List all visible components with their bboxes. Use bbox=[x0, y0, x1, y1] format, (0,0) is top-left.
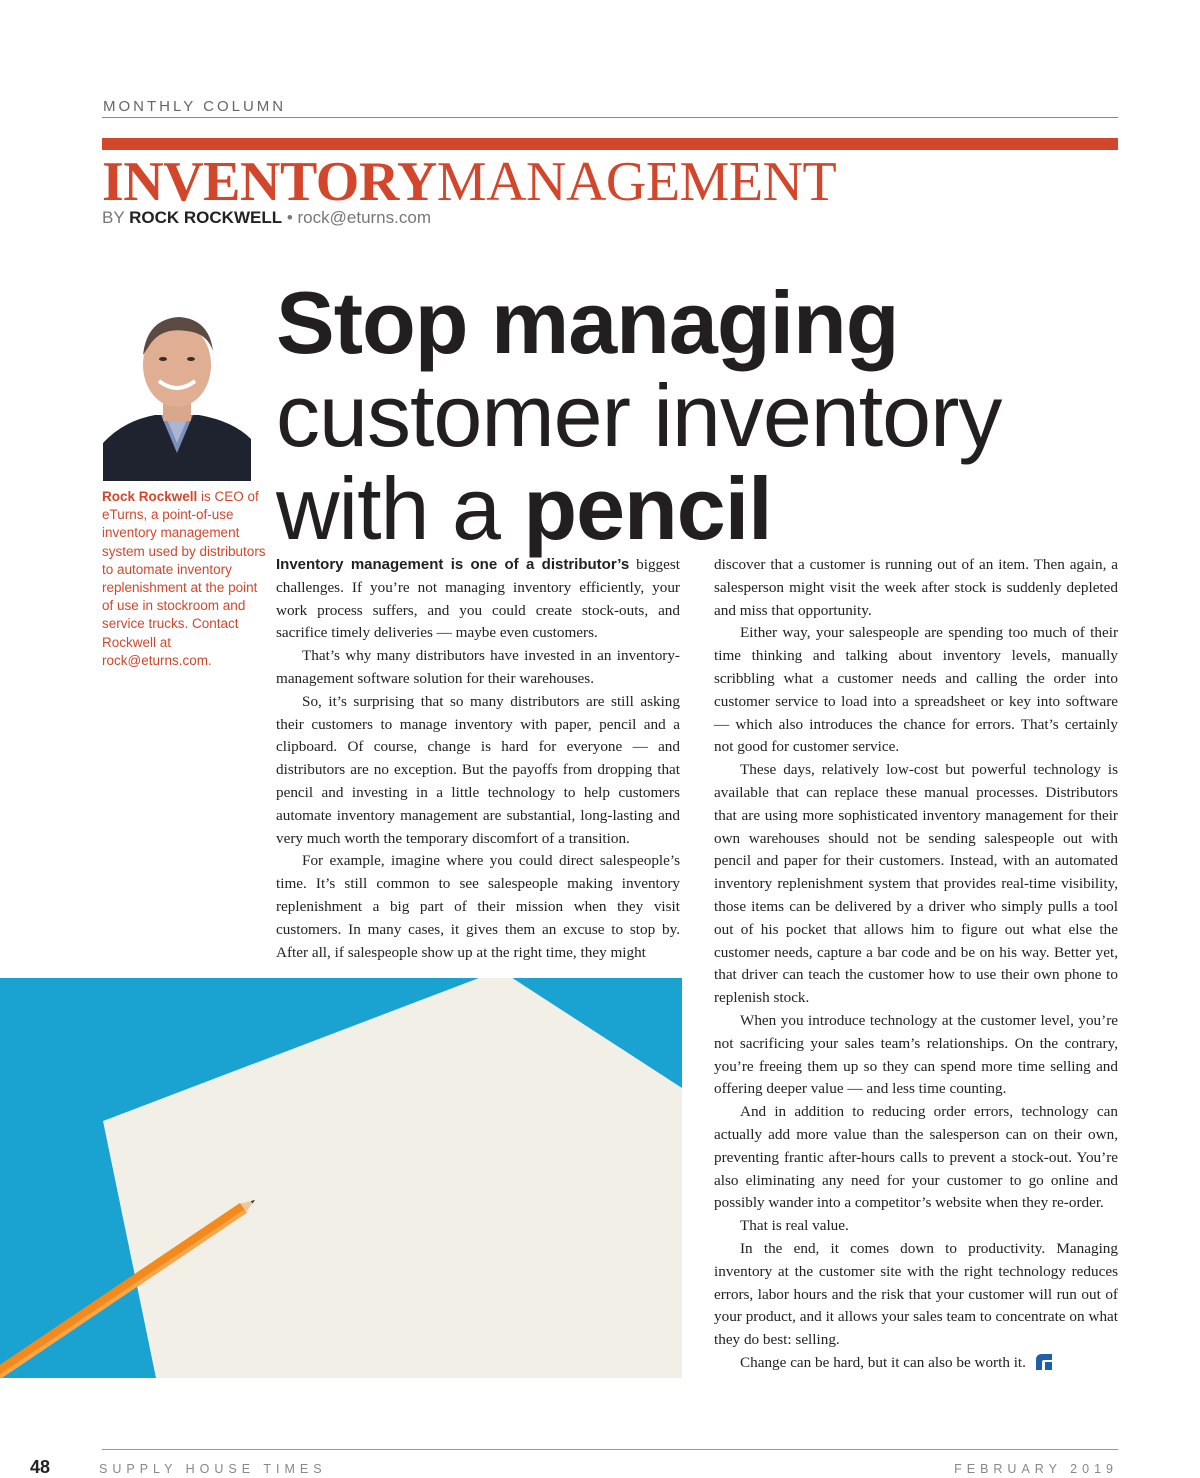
paragraph: And in addition to reducing order errors, technology can actually add more value than the salesperson can on their own, preventing frantic after-hours calls to prevent a stock-out. You’re also eliminating any need for your customer to go online and possibly wander into a competitor’s website when they re-order. bbox=[714, 1103, 1118, 1212]
header-divider bbox=[102, 117, 1118, 118]
paragraph: That is real value. bbox=[740, 1217, 849, 1235]
page-number: 48 bbox=[30, 1457, 51, 1477]
headline-line-1: Stop managing bbox=[276, 273, 899, 372]
column-kicker: MONTHLY COLUMN bbox=[103, 98, 287, 115]
article-column-2 bbox=[714, 554, 1118, 1375]
column-title bbox=[102, 152, 836, 212]
column-title-light: MANAGEMENT bbox=[436, 151, 837, 213]
closing-sentence: Change can be hard, but it can also be worth it. bbox=[740, 1353, 1026, 1371]
paragraph: When you introduce technology at the customer level, you’re not sacrificing your sales team’s relationships. On the contrary, you’re freeing them up so they can spend more time selling and offering deeper value — and less time counting. bbox=[714, 1011, 1118, 1098]
byline-separator: • bbox=[286, 208, 293, 227]
header-accent-bar bbox=[102, 138, 1118, 150]
publication-name: SUPPLY HOUSE TIMES bbox=[99, 1462, 327, 1476]
end-mark-icon bbox=[1034, 1352, 1054, 1370]
column-title-bold: INVENTORY bbox=[102, 151, 437, 213]
paragraph: So, it’s surprising that so many distributors are still asking their customers to manage inventory with paper, pencil and a clipboard. Of course, change is hard for everyone — and distributors are no exception. But the payoffs from dropping that pencil and investing in a little technology to help customers automate inventory management are substantial, long-lasting and very much worth the temporary discomfort of a transition. bbox=[276, 692, 680, 847]
author-email: rock@eturns.com bbox=[297, 208, 431, 227]
paper-pencil-illustration bbox=[0, 978, 682, 1378]
paragraph: These days, relatively low-cost but powerful technology is available that can replace these manual processes. Distributors that are using more sophisticated inventory management for their own warehouses should not be sending salespeople out with pencil and paper for their customers. Instead, with an automated inventory replenishment system that provides real-time visibility, those items can be delivered by a driver who simply pulls a tool out of his pocket that allows him to figure out what else the customer needs, capture a bar code and be on his way. Better yet, that driver can teach the customer how to use their own phone to replenish stock. bbox=[714, 761, 1118, 1007]
byline-prefix: BY bbox=[102, 208, 125, 227]
bio-text: is CEO of eTurns, a point-of-use inventory management system used by distributors to automate inventory replenishment at the point of use in stockroom and service trucks. Contact Rockwell at rock@eturns.com. bbox=[102, 489, 266, 668]
article-lead: Inventory management is one of a distributor’s bbox=[276, 556, 630, 573]
author-name: ROCK ROCKWELL bbox=[129, 208, 283, 227]
paragraph bbox=[276, 554, 680, 645]
author-bio bbox=[102, 488, 268, 670]
article-column-1 bbox=[276, 554, 680, 974]
headline-line-3-light: with a bbox=[276, 459, 524, 558]
bio-author-name: Rock Rockwell bbox=[102, 489, 198, 504]
paragraph: Either way, your salespeople are spending too much of their time thinking and talking about inventory levels, manually scribbling what a customer needs and calling the order into customer service to load into a spreadsheet or key into software — which also introduces the chance for errors. That’s certainly not good for customer service. bbox=[714, 624, 1118, 756]
paragraph: That’s why many distributors have invested in an inventory-management software solution for their warehouses. bbox=[276, 647, 680, 687]
paragraph: discover that a customer is running out of an item. Then again, a salesperson might visit the week after stock is suddenly depleted and miss that opportunity. bbox=[714, 556, 1118, 619]
headline-line-3 bbox=[276, 459, 1136, 558]
headline-line-2: customer inventory bbox=[276, 366, 1002, 465]
paragraph-text: biggest challenges. If you’re not managing inventory efficiently, your work process suffers, and you could create stock-outs, and sacrifice timely deliveries — maybe even customers. bbox=[276, 556, 680, 642]
byline bbox=[102, 208, 431, 228]
issue-date: FEBRUARY 2019 bbox=[954, 1462, 1118, 1476]
author-photo bbox=[103, 303, 251, 481]
headline-line-3-bold: pencil bbox=[523, 459, 772, 558]
article-headline bbox=[276, 273, 1136, 558]
paragraph: In the end, it comes down to productivity. Managing inventory at the customer site with the right technology reduces errors, labor hours and the risk that your customer will run out of your product, and it allows your sales team to concentrate on what they do best: selling. bbox=[714, 1239, 1118, 1349]
footer-divider bbox=[102, 1449, 1118, 1450]
paragraph bbox=[714, 1352, 1118, 1375]
paragraph: For example, imagine where you could direct salespeople’s time. It’s still common to see salespeople making inventory replenishment a big part of their mission when they visit customers. In many cases, it gives them an excuse to stop by. After all, if salespeople show up at the right time, they might bbox=[276, 852, 680, 961]
